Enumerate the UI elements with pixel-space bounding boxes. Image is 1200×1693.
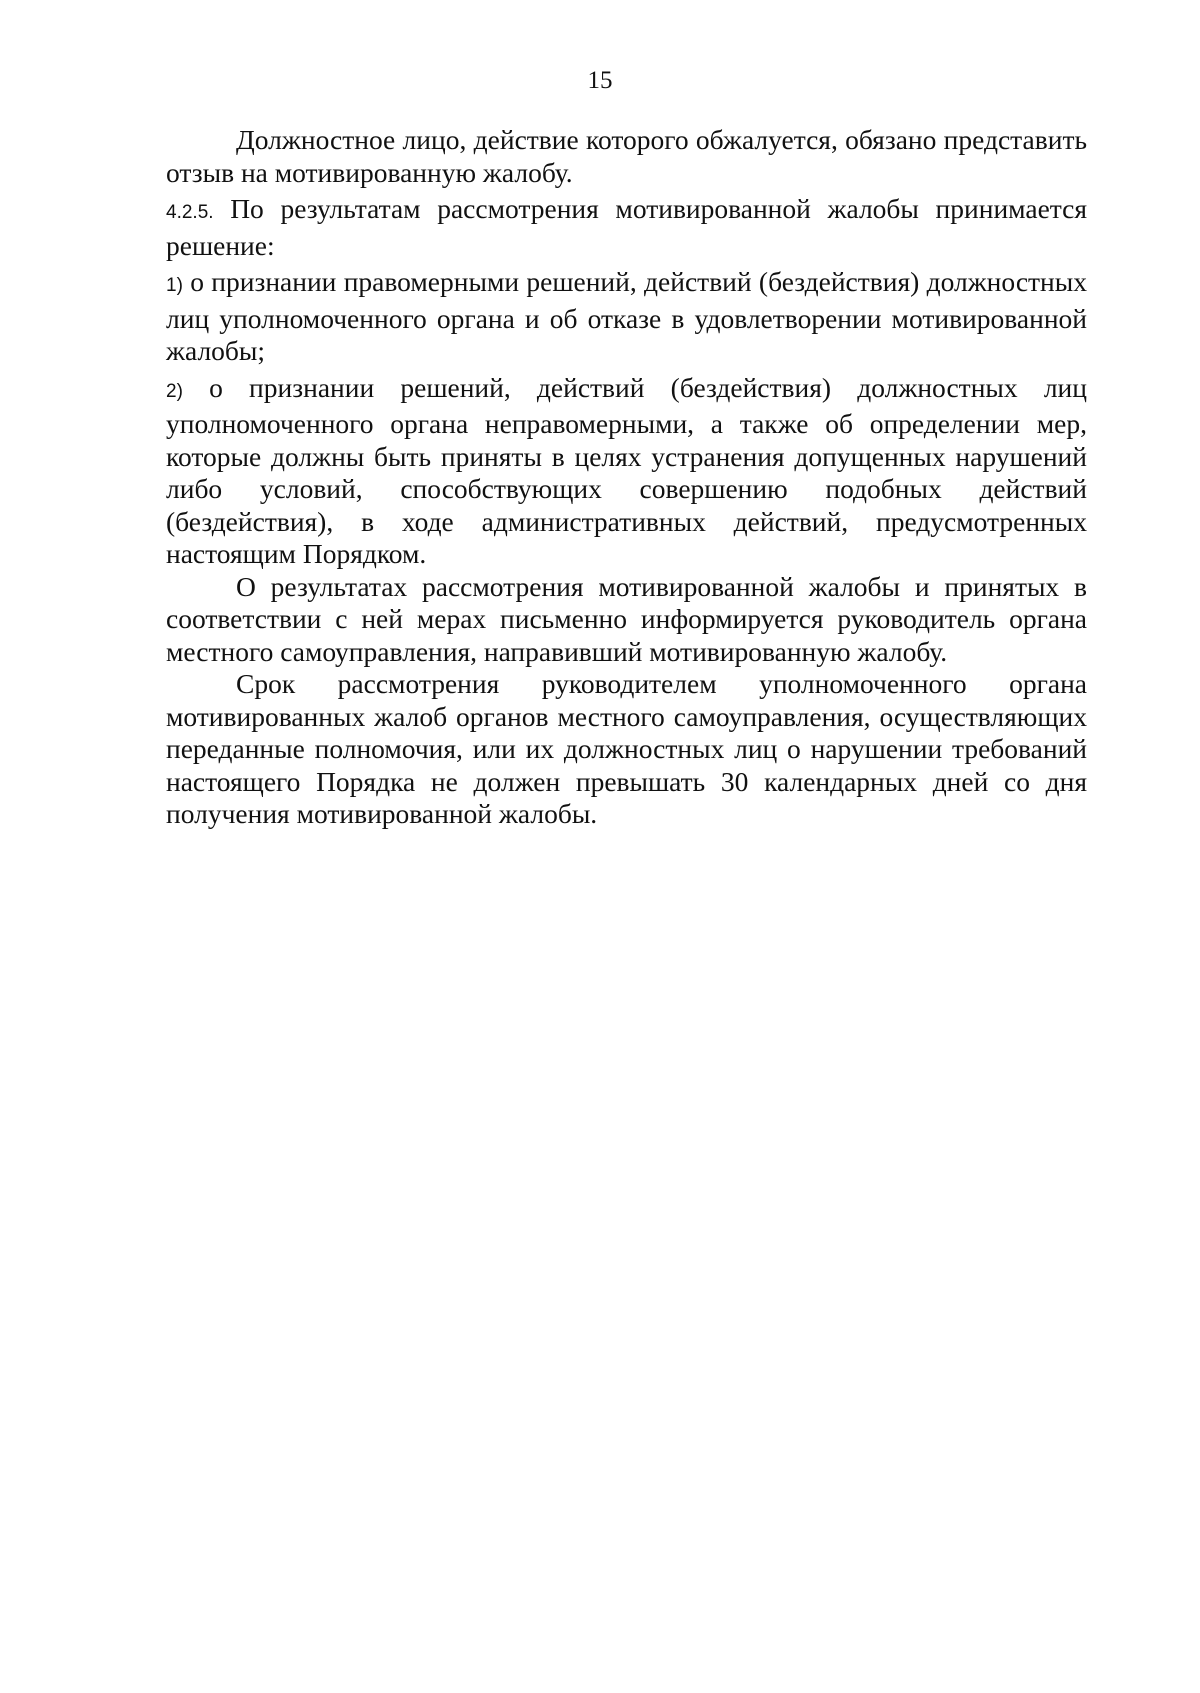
clause-text: По результатам рассмотрения мотивированной жалобы принимается решение: xyxy=(166,193,1087,261)
paragraph-results-info: О результатах рассмотрения мотивированной жалобы и принятых в соответствии с ней мерах письменно информируется руководитель органа местного самоуправления, направивший мотивированную жалобу. xyxy=(166,570,1087,667)
clause-4-2-5 xyxy=(166,193,1087,262)
list-item-text: о признании правомерными решений, действий (бездействия) должностных лиц уполномоченного органа и об отказе в удовлетворении мотивированной жалобы; xyxy=(166,266,1087,366)
list-item-2 xyxy=(166,372,1087,571)
document-body xyxy=(166,124,1087,831)
list-item-number: 2) xyxy=(166,380,183,402)
list-item-1 xyxy=(166,266,1087,368)
clause-number: 4.2.5. xyxy=(166,202,214,223)
list-item-number: 1) xyxy=(166,275,183,296)
list-item-text: о признании решений, действий (бездействия) должностных лиц уполномоченного органа неправомерными, а также об определении мер, которые должны быть приняты в целях устранения допущенных нарушений либо условий, способствующих совершению подобных действий (бездействия), в ходе административных действий, предусмотренных настоящим Порядком. xyxy=(166,371,1087,569)
page-number: 15 xyxy=(587,67,613,94)
paragraph-official-review: Должностное лицо, действие которого обжалуется, обязано представить отзыв на мотивированную жалобу. xyxy=(166,124,1087,188)
paragraph-deadline: Срок рассмотрения руководителем уполномоченного органа мотивированных жалоб органов местного самоуправления, осуществляющих переданные полномочия, или их должностных лиц о нарушении требований настоящего Порядка не должен превышать 30 календарных дней со дня получения мотивированной жалобы. xyxy=(166,668,1087,829)
